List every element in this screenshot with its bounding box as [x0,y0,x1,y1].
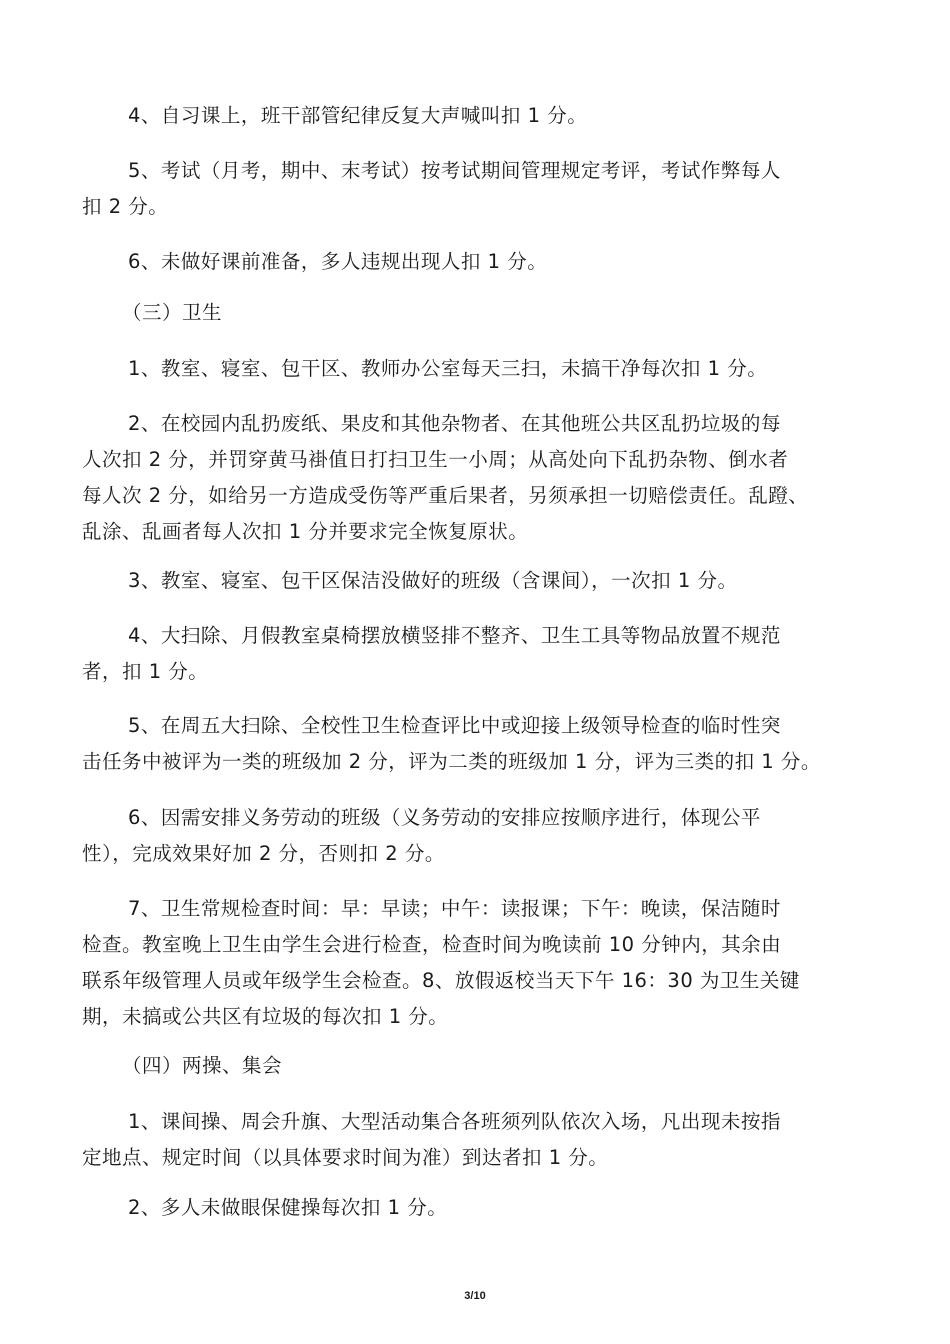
paragraph-line: 3、教室、寝室、包干区保洁没做好的班级（含课间），一次扣 1 分。 [128,569,738,592]
paragraph-line: 2、多人未做眼保健操每次扣 1 分。 [128,1196,448,1219]
paragraph-hygiene-4 [82,618,872,690]
section-heading: （四）两操、集会 [122,1054,283,1077]
paragraph-line: 人次扣 2 分，并罚穿黄马褂值日打扫卫生一小周；从高处向下乱扔杂物、倒水者 [82,448,789,471]
paragraph-line: 击任务中被评为一类的班级加 2 分，评为二类的班级加 1 分，评为三类的扣 1 分。 [82,750,821,773]
page-number: 3/10 [464,1290,486,1302]
paragraph-assembly-2 [82,1190,872,1226]
paragraph-line: 性），完成效果好加 2 分，否则扣 2 分。 [82,842,445,865]
paragraph-line: 期，未搞或公共区有垃圾的每次扣 1 分。 [82,1005,449,1028]
paragraph-line: 4、大扫除、月假教室桌椅摆放横竖排不整齐、卫生工具等物品放置不规范 [128,624,781,647]
paragraph-4-self-study [82,98,872,134]
paragraph-line: 1、教室、寝室、包干区、教师办公室每天三扫，未搞干净每次扣 1 分。 [128,357,768,380]
paragraph-line: 者，扣 1 分。 [82,660,209,683]
paragraph-line: 6、未做好课前准备，多人违规出现人扣 1 分。 [128,250,548,273]
paragraph-line: 4、自习课上，班干部管纪律反复大声喊叫扣 1 分。 [128,104,588,127]
paragraph-6-preparation [82,244,872,280]
paragraph-hygiene-7 [82,891,872,1035]
section-heading-exercise-assembly [82,1048,872,1084]
paragraph-assembly-1 [82,1104,872,1176]
paragraph-hygiene-1 [82,351,872,387]
paragraph-line: 7、卫生常规检查时间：早：早读；中午：读报课；下午：晚读，保洁随时 [128,897,781,920]
paragraph-line: 定地点、规定时间（以具体要求时间为准）到达者扣 1 分。 [82,1146,609,1169]
paragraph-hygiene-6 [82,800,872,872]
paragraph-line: 扣 2 分。 [82,195,169,218]
paragraph-line: 联系年级管理人员或年级学生会检查。8、放假返校当天下午 16：30 为卫生关键 [82,969,800,992]
section-heading-hygiene [82,295,872,331]
paragraph-line: 检查。教室晚上卫生由学生会进行检查，检查时间为晚读前 10 分钟内，其余由 [82,933,782,956]
paragraph-hygiene-2 [82,406,872,550]
paragraph-5-exam [82,153,872,225]
section-heading: （三）卫生 [122,301,223,324]
paragraph-line: 5、在周五大扫除、全校性卫生检查评比中或迎接上级领导检查的临时性突 [128,714,781,737]
paragraph-line: 乱涂、乱画者每人次扣 1 分并要求完全恢复原状。 [82,520,529,543]
paragraph-line: 6、因需安排义务劳动的班级（义务劳动的安排应按顺序进行，体现公平 [128,806,761,829]
paragraph-line: 每人次 2 分，如给另一方造成受伤等严重后果者，另须承担一切赔偿责任。乱蹬、 [82,484,809,507]
paragraph-hygiene-5 [82,708,872,780]
paragraph-hygiene-3 [82,563,872,599]
paragraph-line: 1、课间操、周会升旗、大型活动集合各班须列队依次入场，凡出现未按指 [128,1110,781,1133]
paragraph-line: 5、考试（月考，期中、末考试）按考试期间管理规定考评，考试作弊每人 [128,159,781,182]
paragraph-line: 2、在校园内乱扔废纸、果皮和其他杂物者、在其他班公共区乱扔垃圾的每 [128,412,781,435]
